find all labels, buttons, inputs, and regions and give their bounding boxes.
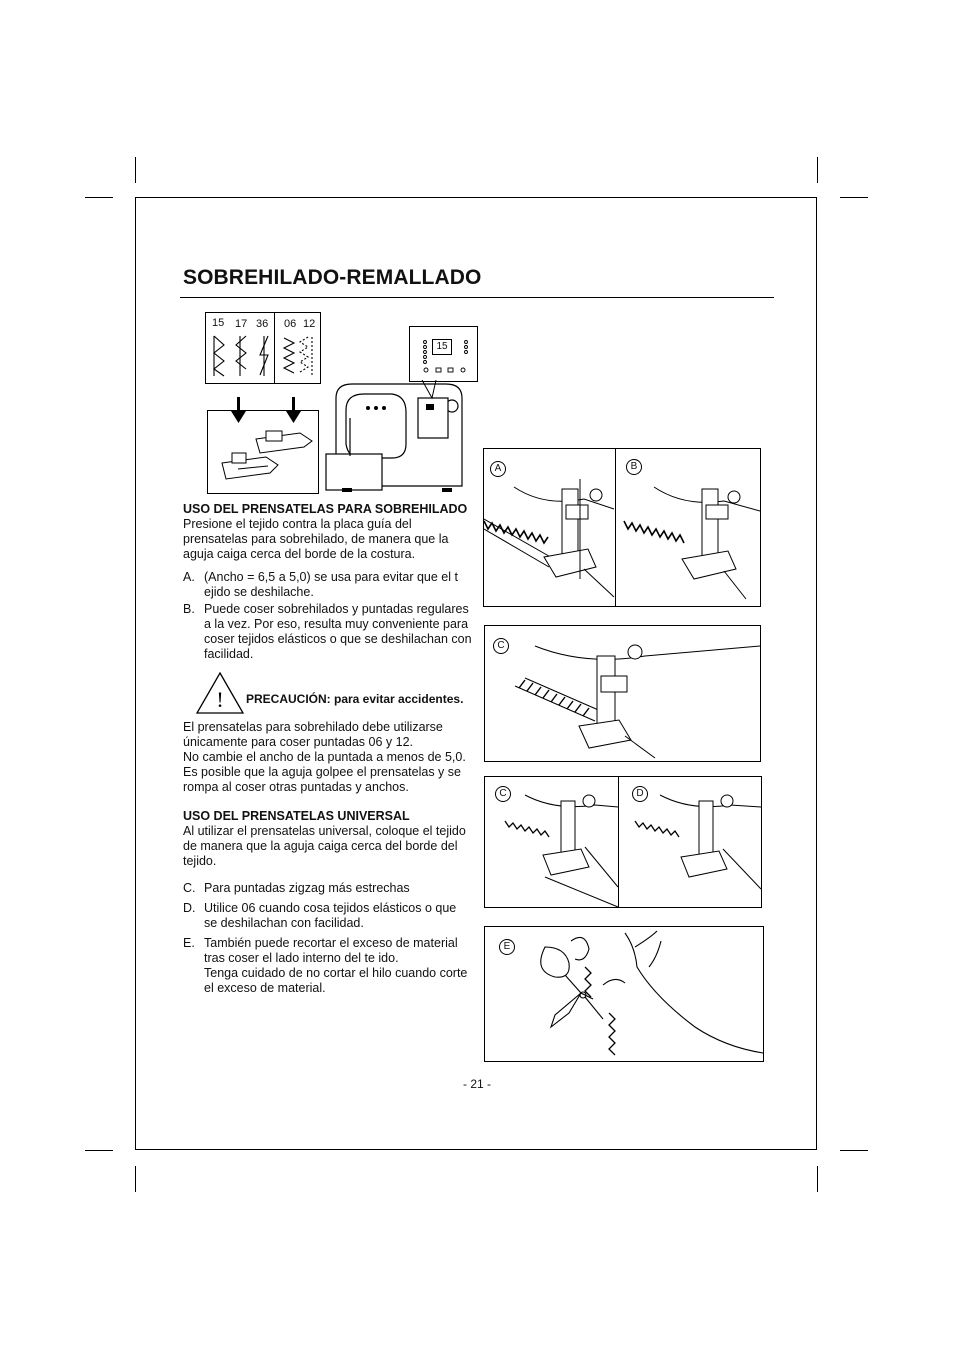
stitch-display-callout xyxy=(409,326,478,382)
title-rule xyxy=(180,297,774,298)
crop-mark xyxy=(85,197,113,198)
stitch-display: 15 xyxy=(432,339,452,355)
figure-c-d xyxy=(484,776,762,908)
crop-mark xyxy=(135,157,136,183)
stitch-number: 36 xyxy=(256,318,269,330)
figure-label: E xyxy=(499,939,515,955)
crop-mark xyxy=(840,197,868,198)
stitch-number: 12 xyxy=(303,318,316,330)
caution-label: PRECAUCIÓN: para evitar accidentes. xyxy=(246,692,464,706)
crop-mark xyxy=(135,1166,136,1192)
section-heading-overlock: USO DEL PRENSATELAS PARA SOBREHILADO xyxy=(183,502,468,516)
callout-pointer xyxy=(420,380,440,400)
figure-label: A xyxy=(490,461,506,477)
list-item: B. Puede coser sobrehilados y puntadas regulares a la vez. Por eso, resulta muy conveniente para coser tejidos elásticos o que se deshilachan con facilidad. xyxy=(183,602,472,661)
stitch-number: 17 xyxy=(235,318,248,330)
page-number: - 21 - xyxy=(462,1077,491,1091)
page-title: SOBREHILADO-REMALLADO xyxy=(183,266,482,289)
stitch-pattern-panel xyxy=(205,312,321,384)
crop-mark xyxy=(817,1166,818,1192)
overlock-foot-illustration xyxy=(484,449,760,606)
figure-c-overlock xyxy=(484,625,761,762)
section-intro-overlock: Presione el tejido contra la placa guía del prensatelas para sobrehilado, de manera que la aguja caiga cerca del borde de la costura. xyxy=(183,517,449,561)
section-intro-universal: Al utilizar el prensatelas universal, coloque el tejido de manera que la aguja caiga cerca del borde del tejido. xyxy=(183,824,466,868)
down-arrows-icon xyxy=(230,397,310,427)
list-item: A. (Ancho = 6,5 a 5,0) se usa para evitar que el t ejido se deshilache. xyxy=(183,570,458,599)
list-item: E. También puede recortar el exceso de material tras coser el lado interno del te ido. Tenga cuidado de no cortar el hilo cuando corte el exceso de material. xyxy=(183,936,468,995)
overlock-foot-illustration xyxy=(485,626,760,761)
universal-foot-illustration xyxy=(485,777,761,907)
trimming-scissors-illustration xyxy=(485,927,763,1061)
list-item: D. Utilice 06 cuando cosa tejidos elásticos o que se deshilachan con facilidad. xyxy=(183,901,457,930)
figure-a-b xyxy=(483,448,761,607)
stitch-patterns-icon xyxy=(210,333,320,379)
figure-e xyxy=(484,926,764,1062)
figure-label: C xyxy=(493,638,509,654)
crop-mark xyxy=(817,157,818,183)
list-item: C. Para puntadas zigzag más estrechas xyxy=(183,881,410,895)
figure-label: C xyxy=(495,786,511,802)
stitch-number: 15 xyxy=(212,317,225,329)
figure-label: D xyxy=(632,786,648,802)
figure-label: B xyxy=(626,459,642,475)
crop-mark xyxy=(840,1150,868,1151)
svg-text:!: ! xyxy=(216,687,224,712)
stitch-number: 06 xyxy=(284,318,297,330)
sewing-machine-icon xyxy=(322,378,470,496)
section-heading-universal: USO DEL PRENSATELAS UNIVERSAL xyxy=(183,809,410,823)
warning-icon xyxy=(195,671,245,715)
caution-text: El prensatelas para sobrehilado debe utilizarse únicamente para coser puntadas 06 y 12. No cambie el ancho de la puntada a menos de 5,0. Es posible que la aguja golpee el prensatelas y se rompa al coser otras puntadas y anchos. xyxy=(183,720,466,794)
crop-mark xyxy=(85,1150,113,1151)
